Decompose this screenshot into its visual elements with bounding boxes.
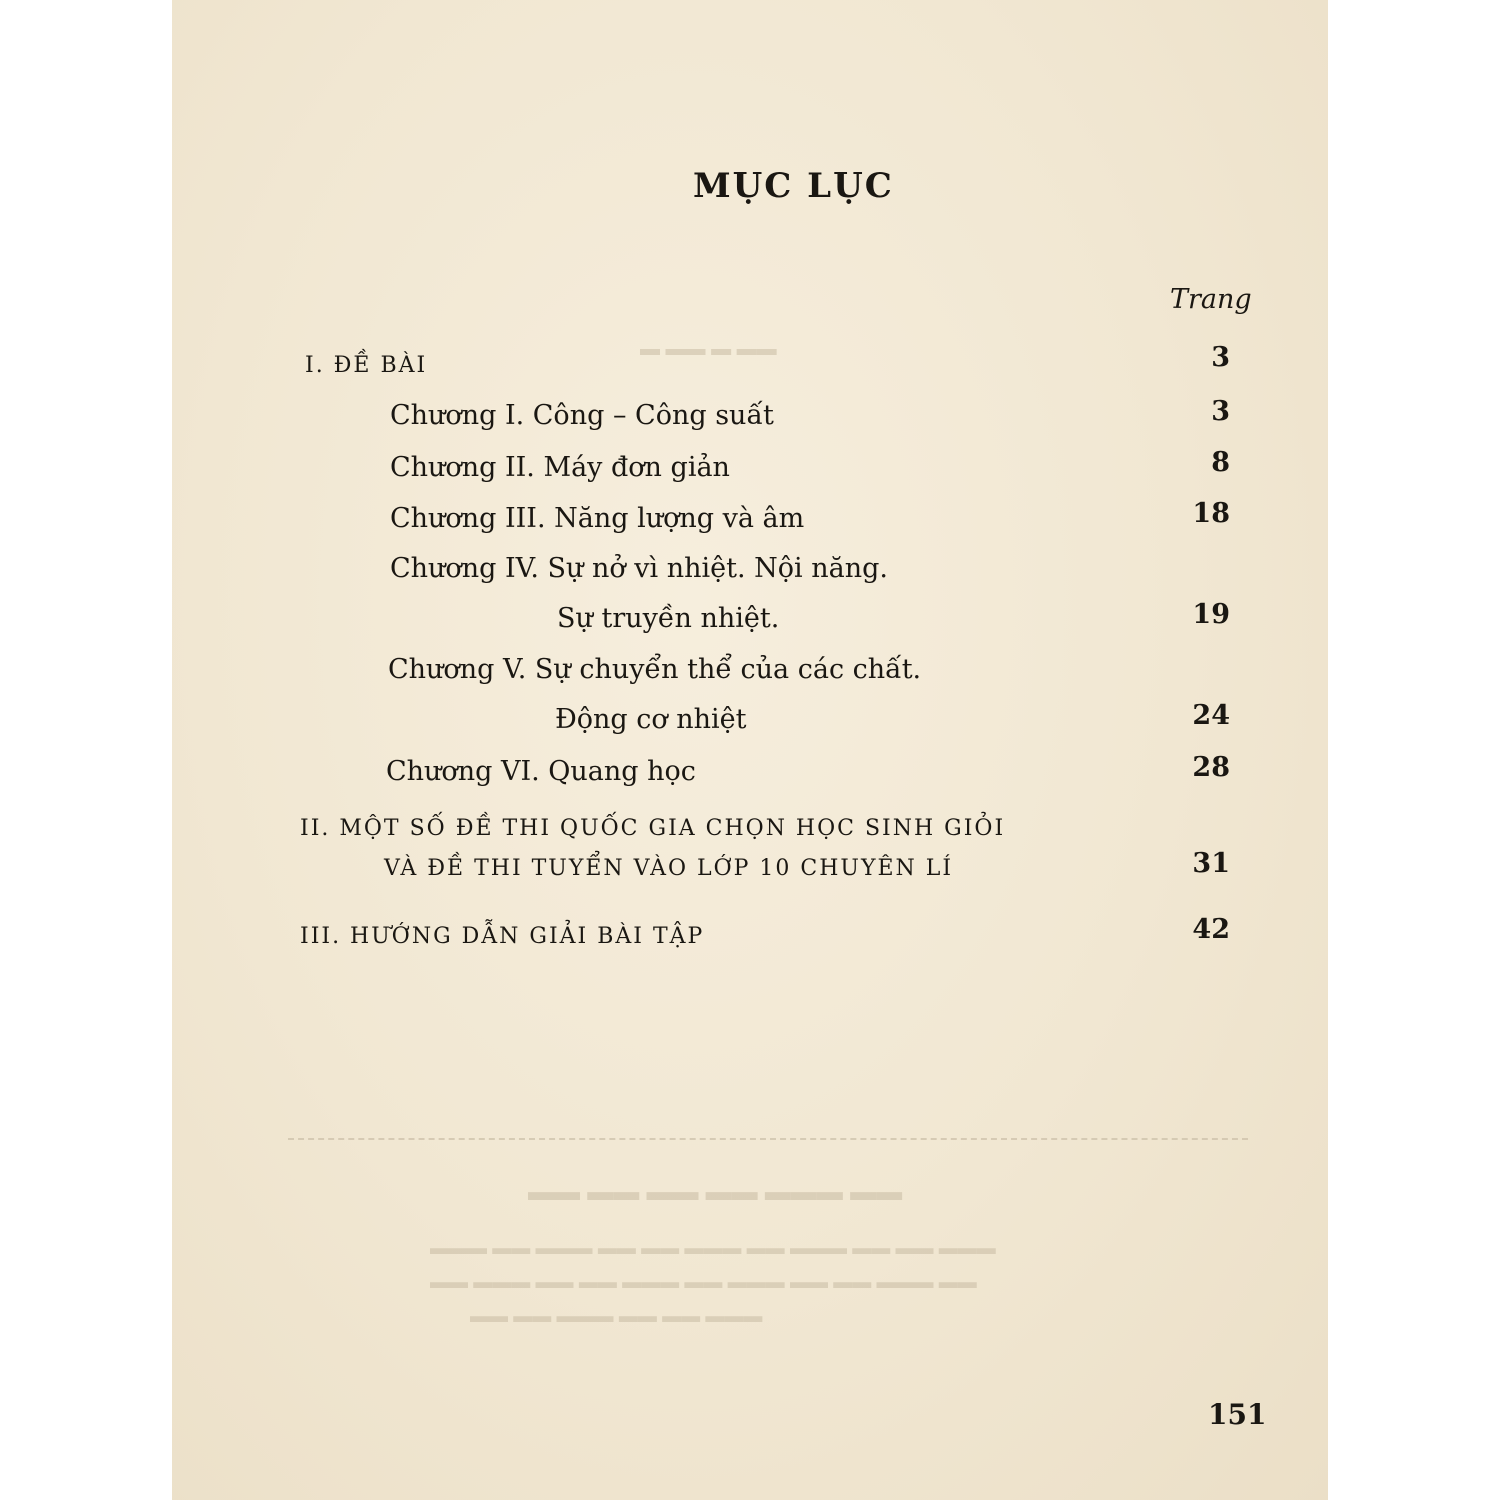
toc-chapter-3: Chương III. Năng lượng và âm [390,503,805,534]
toc-chapter-2: Chương II. Máy đơn giản [390,452,730,483]
toc-page-number: 28 [1192,752,1230,783]
toc-section-2: II. MỘT SỐ ĐỀ THI QUỐC GIA CHỌN HỌC SINH GIỎI [300,816,1006,841]
bleed-through-mark: ▬ ▬▬ ▬ ▬▬ [640,338,777,360]
page-title: MỤC LỤC [693,166,894,206]
toc-page-number: 3 [1211,342,1230,373]
toc-section-1: I. ĐỀ BÀI [305,353,428,378]
page-column-label: Trang [1170,284,1252,315]
toc-chapter-5: Chương V. Sự chuyển thể của các chất. [388,654,922,685]
toc-page-number: 3 [1211,396,1230,427]
toc-chapter-6: Chương VI. Quang học [386,756,696,787]
toc-page-number: 24 [1192,700,1230,731]
toc-page-number: 31 [1192,848,1230,879]
toc-page-number: 8 [1211,447,1230,478]
toc-page-number: 18 [1192,498,1230,529]
toc-chapter-5-cont: Động cơ nhiệt [555,704,747,735]
toc-page-number: 42 [1192,914,1230,945]
bleed-through-rule [288,1138,1248,1140]
bleed-through-mark: ▬▬▬ ▬▬ ▬▬▬ ▬▬ ▬▬ ▬▬▬ ▬▬ ▬▬▬ ▬▬ ▬▬ ▬▬▬ [430,1238,996,1259]
bleed-through-mark: ▬▬ ▬▬ ▬▬▬ ▬▬ ▬▬ ▬▬▬ [470,1306,763,1327]
toc-chapter-4: Chương IV. Sự nở vì nhiệt. Nội năng. [390,553,888,584]
toc-section-3: III. HƯỚNG DẪN GIẢI BÀI TẬP [300,924,705,949]
bleed-through-mark: ▬▬ ▬▬▬ ▬▬ ▬▬ ▬▬▬ ▬▬ ▬▬▬ ▬▬ ▬▬ ▬▬▬ ▬▬ [430,1272,977,1293]
toc-section-2-cont: VÀ ĐỀ THI TUYỂN VÀO LỚP 10 CHUYÊN LÍ [384,856,954,881]
bleed-through-mark: ▬▬ ▬▬ ▬▬ ▬▬ ▬▬▬ ▬▬ [528,1176,903,1206]
page-number: 151 [1208,1398,1267,1431]
toc-chapter-1: Chương I. Công – Công suất [390,400,774,431]
toc-page-number: 19 [1192,599,1230,630]
toc-chapter-4-cont: Sự truyền nhiệt. [557,603,780,634]
